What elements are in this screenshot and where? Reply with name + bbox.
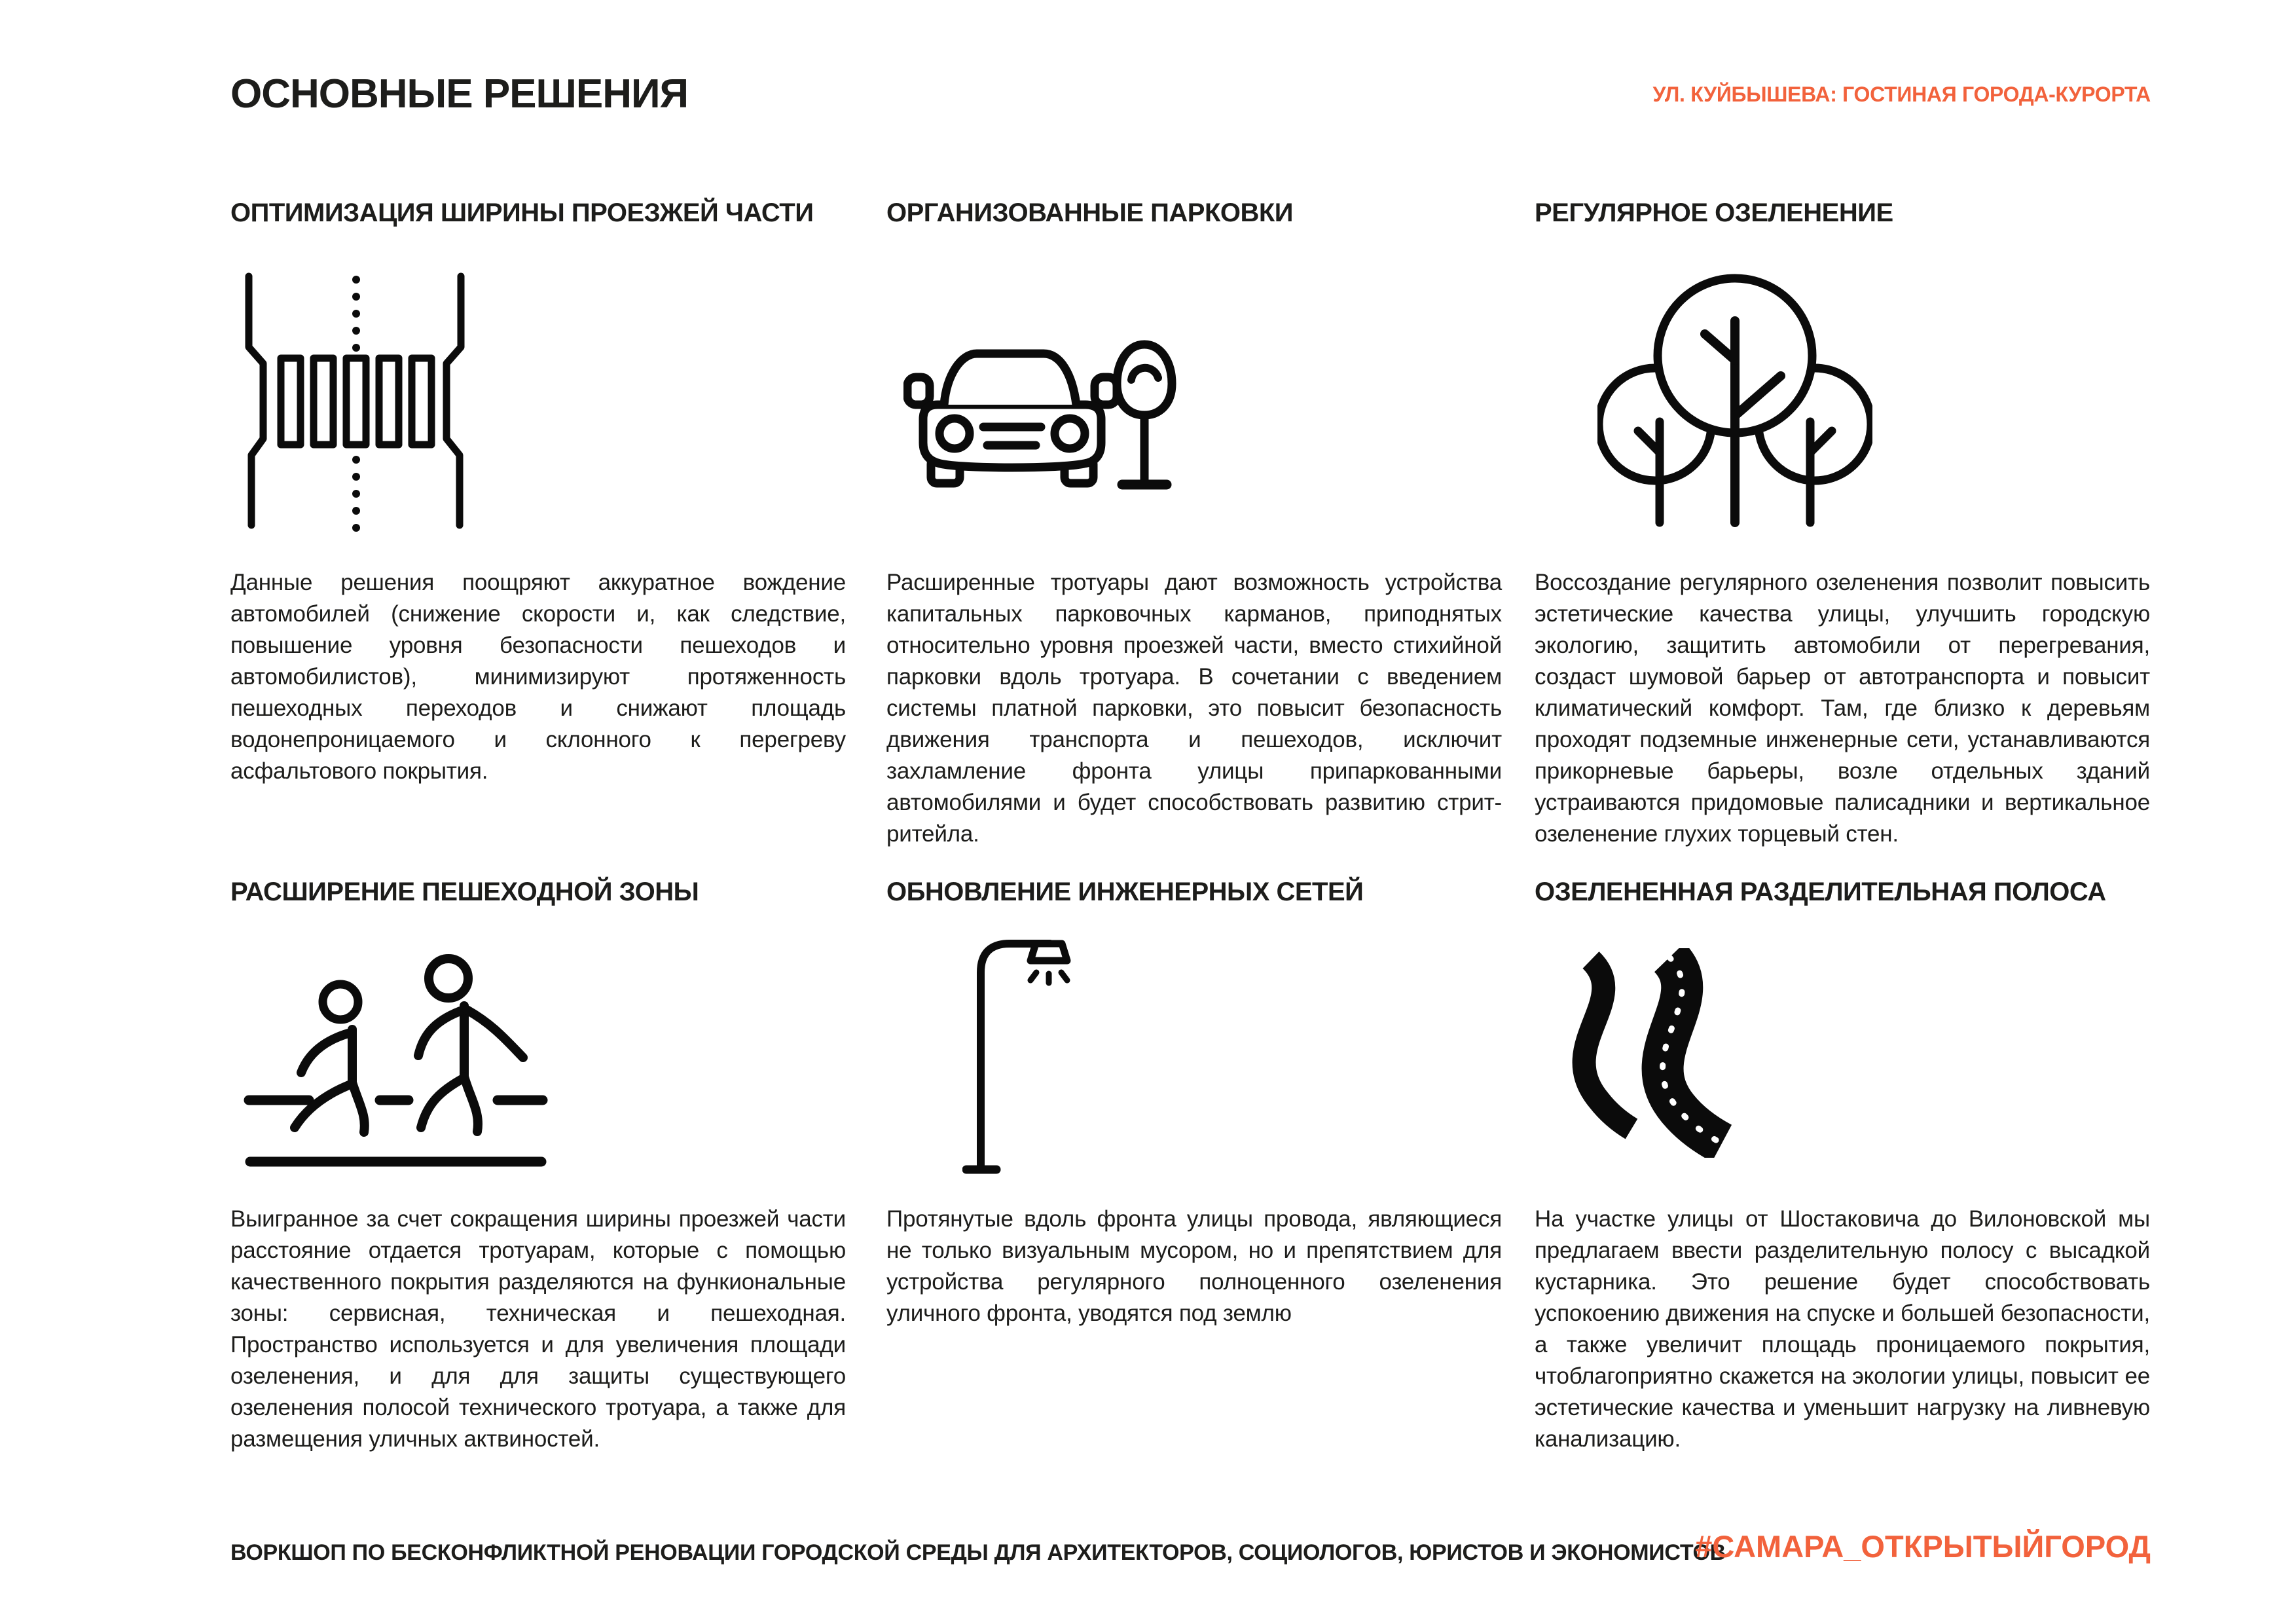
street-lamp-icon — [962, 925, 1087, 1174]
section-body-road-width: Данные решения поощряют аккуратное вождение автомобилей (снижение скорости и, как следствие, повышение уровня безопасности пешеходов и автомобилистов), минимизируют протяженность пешеходных переходов и снижают площадь водонепроницаемого и склонного к перегреву асфальтового покрытия. — [230, 570, 846, 784]
section-body-pedestrian-zone: Выигранное за счет сокращения ширины проезжей части расстояние отдается тротуарам, которые с помощью качественного покрытия разделяются на функиональные зоны: сервисная, техническая и пешеходная. Пространство используется и для увеличения площади озеленения, и для для защиты существующего озеленения полосой технического тротуара, а также для размещения уличных актвиностей. — [230, 1206, 846, 1452]
section-title-greenery: РЕГУЛЯРНОЕ ОЗЕЛЕНЕНИЕ — [1535, 198, 1893, 227]
section-title-parking: ОРГАНИЗОВАННЫЕ ПАРКОВКИ — [886, 198, 1294, 227]
section-title-road-width: ОПТИМИЗАЦИЯ ШИРИНЫ ПРОЕЗЖЕЙ ЧАСТИ — [230, 198, 814, 227]
trees-icon — [1597, 261, 1872, 536]
project-subtitle: УЛ. КУЙБЫШЕВА: ГОСТИНАЯ ГОРОДА-КУРОРТА — [1652, 83, 2151, 106]
section-body-parking: Расширенные тротуары дают возможность устройства капитальных парковочных карманов, приподнятых относительно уровня проезжей части, вместо стихийной парковки вдоль тротуара. В сочетании с введением системы платной парковки, это повысит безопасность движения транспорта и пешеходов, исключит захламление фронта улицы припаркованными автомобилями и будет способствовать развитию стрит-ритейла. — [886, 570, 1502, 847]
footer-workshop-caption: ВОРКШОП ПО БЕСКОНФЛИКТНОЙ РЕНОВАЦИИ ГОРОДСКОЙ СРЕДЫ ДЛЯ АРХИТЕКТОРОВ, СОЦИОЛОГОВ, ЮРИСТОВ И ЭКОНОМИСТОВ — [230, 1540, 1726, 1565]
section-body-utilities: Протянутые вдоль фронта улицы провода, являющиеся не только визуальным мусором, но и препятствием для устройства регулярного полноценного озеленения уличного фронта, уводятся под землю — [886, 1206, 1502, 1326]
page-title: ОСНОВНЫЕ РЕШЕНИЯ — [230, 71, 689, 117]
section-title-pedestrian-zone: РАСШИРЕНИЕ ПЕШЕХОДНОЙ ЗОНЫ — [230, 877, 699, 906]
car-parking-meter-icon — [903, 314, 1218, 511]
road-narrowing-crosswalk-icon — [230, 250, 525, 545]
section-title-median-strip: ОЗЕЛЕНЕННАЯ РАЗДЕЛИТЕЛЬНАЯ ПОЛОСА — [1535, 877, 2106, 906]
section-body-greenery: Воссоздание регулярного озеленения позволит повысить эстетические качества улицы, улучшить городскую экологию, защитить автомобили от перегревания, создаст шумовой барьер от автотранспорта и повысит климатический комфорт. Там, где близко к деревьям проходят подземные инженерные сети, устанавливаются прикорневые барьеры, возле отдельных зданий устраиваются придомовые палисадники и вертикальное озеленение глухих торцевый стен. — [1535, 570, 2150, 847]
section-title-utilities: ОБНОВЛЕНИЕ ИНЖЕНЕРНЫХ СЕТЕЙ — [886, 877, 1364, 906]
footer-hashtag: #САМАРА_ОТКРЫТЫЙГОРОД — [1695, 1529, 2151, 1564]
pedestrians-icon — [230, 931, 558, 1173]
divided-road-icon — [1535, 948, 1783, 1158]
section-body-median-strip: На участке улицы от Шостаковича до Вилоновской мы предлагаем ввести разделительную полосу с высадкой кустарника. Это решение будет способствовать успокоению движения на спуске и большей безопасности, а также увеличит площадь проницаемого покрытия, чтоблагоприятно скажется на экологии улицы, повысит ее эстетические качества и уменьшит нагрузку на ливневую канализацию. — [1535, 1206, 2150, 1452]
